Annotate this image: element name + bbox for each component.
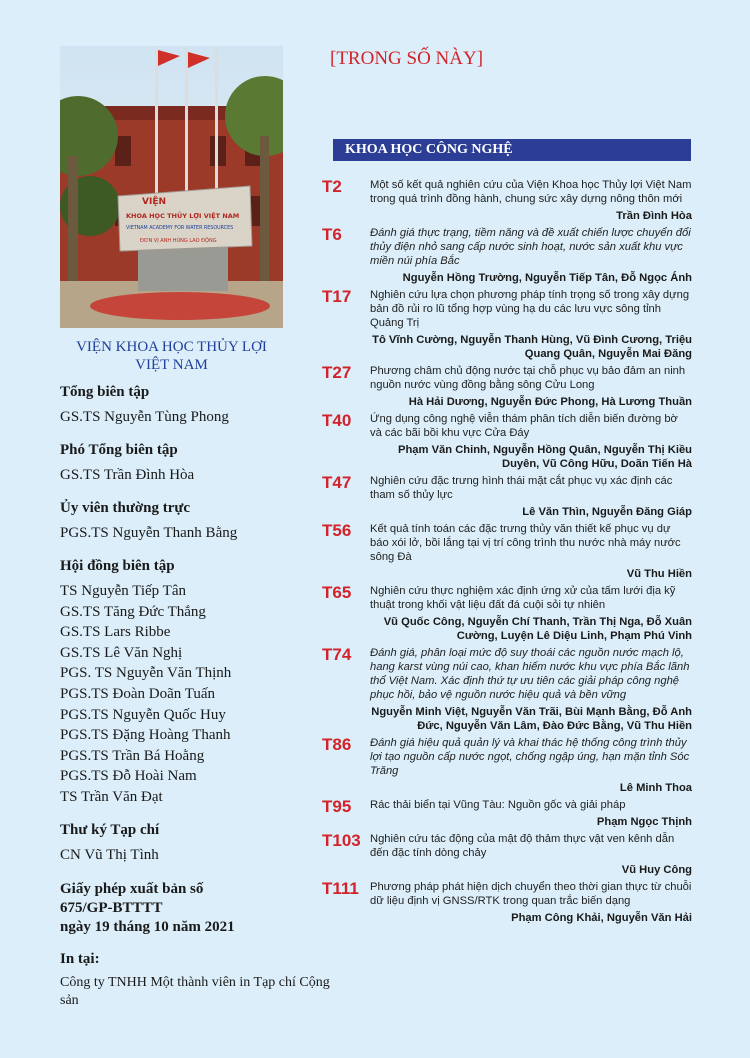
sign-line4: ĐƠN VỊ ANH HÙNG LAO ĐỘNG xyxy=(140,238,217,244)
toc-entry[interactable] xyxy=(322,178,692,223)
board-member: PGS.TS Đỗ Hoài Nam xyxy=(60,768,197,785)
toc-authors: Tô Vĩnh Cường, Nguyễn Thanh Hùng, Vũ Đình Cương, Triệu Quang Quân, Nguyễn Mai Đăng xyxy=(372,334,692,360)
toc-article-title: Một số kết quả nghiên cứu của Viện Khoa học Thủy lợi Việt Nam trong quá trình đồng hành, chung sức xây dựng nông thôn mới xyxy=(370,179,692,205)
toc-authors: Lê Văn Thìn, Nguyễn Đăng Giáp xyxy=(522,506,692,518)
board-member: PGS.TS Đoàn Doãn Tuấn xyxy=(60,685,216,702)
deputy-editor xyxy=(60,442,340,486)
standing-member xyxy=(60,500,340,544)
toc-entry[interactable] xyxy=(322,736,692,795)
toc-article-title: Đánh giá thực trạng, tiềm năng và đề xuất chiến lược chuyển đổi thủy điện nhỏ sang cấp nước sinh hoạt, nước sản xuất khu vực miền núi phía Bắc xyxy=(370,227,691,267)
toc-article-title: Đánh giá, phân loại mức độ suy thoái các nguồn nước mạch lộ, hang karst vùng núi cao, khan hiếm nước khu vực phía Bắc lãnh thổ Việt Nam. Xác định thứ tự ưu tiên các giải pháp công nghệ phục hồi, bảo vệ nguồn nước hiệu quả và bền vững xyxy=(370,647,690,701)
deputy-editor-name: GS.TS Trần Đình Hòa xyxy=(60,467,195,483)
toc-entry[interactable] xyxy=(322,522,692,581)
toc-page: T65 xyxy=(322,583,352,602)
secretary-name: CN Vũ Thị Tình xyxy=(60,846,159,863)
toc-entry[interactable] xyxy=(322,832,692,877)
license-line1: Giấy phép xuất bản số xyxy=(60,880,204,897)
toc-entry[interactable] xyxy=(322,412,692,471)
board-member: GS.TS Lars Ribbe xyxy=(60,624,171,641)
toc-article-title: Rác thải biển tại Vũng Tàu: Nguồn gốc và giải pháp xyxy=(370,799,626,811)
section-header: KHOA HỌC CÔNG NGHỆ xyxy=(333,139,691,161)
sign-line2: KHOA HỌC THỦY LỢI VIỆT NAM xyxy=(126,212,240,220)
board-member: GS.TS Lê Văn Nghị xyxy=(60,644,183,661)
toc-title: [TRONG SỐ NÀY] xyxy=(330,48,484,69)
board-member: PGS.TS Đặng Hoàng Thanh xyxy=(60,727,231,744)
board-member: GS.TS Tăng Đức Thắng xyxy=(60,603,206,620)
editorial-board xyxy=(60,558,340,808)
toc-authors: Phạm Công Khải, Nguyễn Văn Hải xyxy=(511,912,692,924)
sign-line1: VIỆN xyxy=(142,197,166,207)
toc-article-title: Kết quả tính toán các đặc trưng thủy văn thiết kế phục vụ dự báo xói lở, bồi lắng tại vị trí công trình thu nước nhà máy nước sông Đà xyxy=(370,523,681,563)
board-member: PGS. TS Nguyễn Văn Thịnh xyxy=(60,665,232,682)
toc-article-title: Nghiên cứu đặc trưng hình thái mặt cắt phục vụ xác định các tham số thủy lực xyxy=(370,475,673,501)
toc-entry[interactable] xyxy=(322,474,692,519)
toc-authors: Vũ Huy Công xyxy=(621,864,692,876)
toc-page: T86 xyxy=(322,735,352,754)
toc-article-title: Đánh giá hiệu quả quản lý và khai thác hệ thống công trình thủy lợi tạo nguồn cấp nước ngọt, chống ngập úng, hạn mặn tỉnh Sóc Trăng xyxy=(370,737,690,777)
board-member-list xyxy=(60,581,340,808)
editor-in-chief-name: GS.TS Nguyễn Tùng Phong xyxy=(60,409,229,425)
toc-page: T17 xyxy=(322,287,352,306)
table-of-contents xyxy=(322,178,692,928)
toc-article-title: Nghiên cứu tác động của mật độ thảm thực vật ven kênh dẫn đến đặc tính dòng chảy xyxy=(370,833,675,859)
toc-article-title: Nghiên cứu thực nghiệm xác định ứng xử của tấm lưới địa kỹ thuật trong khối vật liệu đất đá cuội sỏi tự nhiên xyxy=(370,585,676,611)
toc-authors: Nguyễn Hồng Trường, Nguyễn Tiếp Tân, Đỗ Ngọc Ánh xyxy=(402,272,692,284)
toc-article-title: Phương châm chủ động nước tại chỗ phục vụ bảo đảm an ninh nguồn nước vùng đồng bằng sông Cửu Long xyxy=(370,365,686,391)
toc-entry[interactable] xyxy=(322,226,692,285)
toc-entry[interactable] xyxy=(322,288,692,361)
toc-page: T6 xyxy=(322,225,342,244)
sign-line3: VIETNAM ACADEMY FOR WATER RESOURCES xyxy=(126,226,234,231)
masthead xyxy=(60,384,340,1024)
toc-page: T74 xyxy=(322,645,352,664)
license-number: 675/GP-BTTTT xyxy=(60,899,163,916)
board-member: TS Nguyễn Tiếp Tân xyxy=(60,583,186,599)
toc-authors: Nguyễn Minh Việt, Nguyễn Văn Trãi, Bùi Mạnh Bằng, Đỗ Anh Đức, Nguyễn Văn Lâm, Đào Đức Bằng, Vũ Thu Hiền xyxy=(371,706,692,732)
board-member: PGS.TS Trần Bá Hoằng xyxy=(60,747,205,764)
institute-photo xyxy=(60,46,283,328)
toc-authors: Phạm Ngọc Thịnh xyxy=(596,816,692,828)
photo-caption: VIỆN KHOA HỌC THỦY LỢI VIỆT NAM xyxy=(76,339,267,373)
toc-page: T103 xyxy=(322,831,361,850)
board-member: PGS.TS Nguyễn Quốc Huy xyxy=(60,706,226,723)
toc-entry[interactable] xyxy=(322,584,692,643)
toc-entry[interactable] xyxy=(322,364,692,409)
toc-page: T40 xyxy=(322,411,352,430)
standing-member-name: PGS.TS Nguyễn Thanh Bằng xyxy=(60,525,238,541)
toc-page: T56 xyxy=(322,521,352,540)
board-member: TS Trần Văn Đạt xyxy=(60,788,163,805)
toc-authors: Vũ Thu Hiền xyxy=(626,568,692,580)
license-date: ngày 19 tháng 10 năm 2021 xyxy=(60,918,235,935)
toc-authors: Hà Hải Dương, Nguyễn Đức Phong, Hà Lương Thuần xyxy=(408,396,692,408)
printer-name: Công ty TNHH Một thành viên in Tạp chí Cộng sản xyxy=(60,974,330,1008)
printer xyxy=(60,951,340,1010)
toc-authors: Lê Minh Thoa xyxy=(619,782,692,794)
toc-authors: Trần Đình Hòa xyxy=(616,210,692,222)
toc-page: T2 xyxy=(322,177,342,196)
toc-article-title: Nghiên cứu lựa chọn phương pháp tính trọng số trong xây dựng bản đồ rủi ro lũ tổng hợp vùng hạ du các lưu vực sông tỉnh Quảng Trị xyxy=(370,289,690,329)
toc-entry[interactable] xyxy=(322,880,692,925)
toc-page: T27 xyxy=(322,363,352,382)
secretary xyxy=(60,822,340,866)
deputy-editor-heading: Phó Tổng biên tập xyxy=(60,442,178,458)
license xyxy=(60,880,340,937)
toc-entry[interactable] xyxy=(322,646,692,733)
toc-authors: Phạm Văn Chinh, Nguyễn Hồng Quân, Nguyễn Thị Kiều Duyên, Vũ Công Hữu, Doãn Tiến Hà xyxy=(398,444,692,470)
standing-member-heading: Ủy viên thường trực xyxy=(60,500,191,516)
toc-page: T47 xyxy=(322,473,352,492)
toc-article-title: Ứng dụng công nghệ viễn thám phân tích diễn biến đường bờ và các bãi bồi khu vực Cửa Đáy xyxy=(370,413,678,439)
editor-in-chief xyxy=(60,384,340,428)
editorial-board-heading: Hội đồng biên tập xyxy=(60,558,175,574)
toc-authors: Vũ Quốc Công, Nguyễn Chí Thanh, Trần Thị Nga, Đỗ Xuân Cường, Luyện Lê Diệu Linh, Phạm Phú Vinh xyxy=(383,616,692,642)
printer-heading: In tại: xyxy=(60,950,100,967)
toc-article-title: Phương pháp phát hiện dịch chuyển theo thời gian thực từ chuỗi dữ liệu định vị GNSS/RTK trong quan trắc biến dạng xyxy=(370,881,692,907)
editor-in-chief-heading: Tổng biên tập xyxy=(60,384,150,400)
toc-page: T95 xyxy=(322,797,352,816)
secretary-heading: Thư ký Tạp chí xyxy=(60,821,160,838)
toc-entry[interactable] xyxy=(322,798,692,829)
toc-page: T111 xyxy=(322,879,359,898)
